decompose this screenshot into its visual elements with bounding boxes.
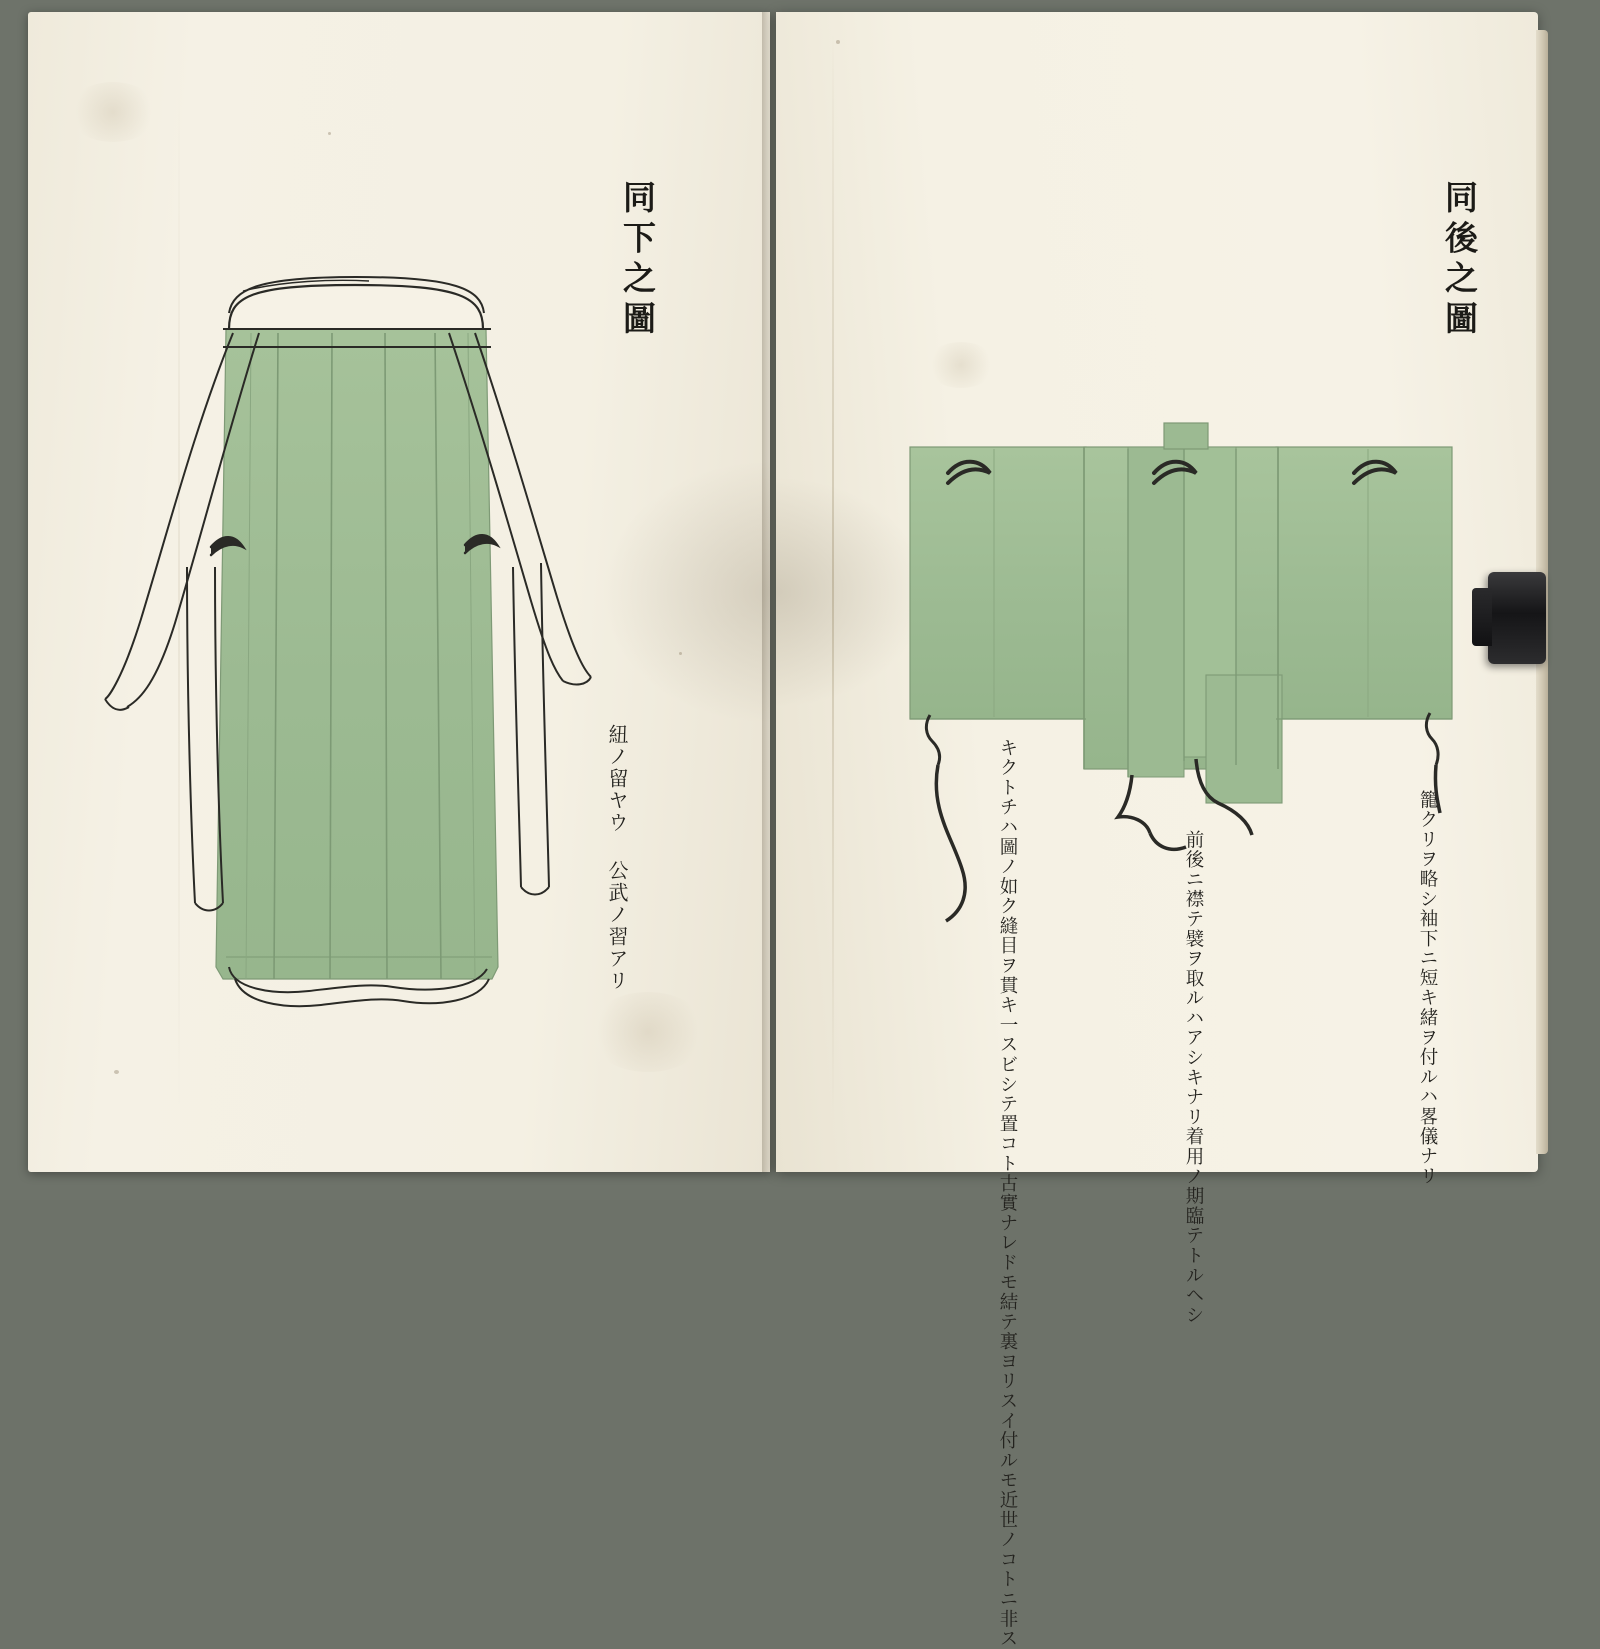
paper-speck <box>679 652 682 655</box>
left-page-title: 同下之圖 <box>618 180 657 342</box>
paper-stain <box>926 342 996 388</box>
left-page <box>28 12 770 1172</box>
paper-stain <box>68 82 158 142</box>
paper-speck <box>836 40 840 44</box>
open-book <box>28 12 1538 1649</box>
right-page <box>776 12 1538 1649</box>
right-page-note-2: 前後ニ襟テ襞ヲ取ルハアシキナリ着用ノ期臨テトルヘシ <box>1183 830 1204 1325</box>
right-page-note-1: 籠クリヲ略シ袖下ニ短キ緒ヲ付ルハ畧儀ナリ <box>1417 790 1438 1186</box>
hakama-illustration <box>83 267 643 1027</box>
right-page-note-3: キクトチハ圖ノ如ク縫目ヲ貫キ一スビシテ置コト古實ナレドモ結テ裏ヨリスイ付ルモ近世ノコトニ非ス <box>997 738 1018 1649</box>
kimono-back-view-svg <box>906 417 1466 937</box>
right-page-title: 同後之圖 <box>1440 180 1479 342</box>
paper-speck <box>328 132 331 135</box>
paper-crease <box>832 32 834 1122</box>
binder-clip <box>1488 572 1546 664</box>
kimono-illustration <box>906 417 1466 937</box>
left-page-caption: 紐ノ留ヤウ 公武ノ習アリ <box>605 724 629 992</box>
paper-speck <box>114 1070 119 1074</box>
hakama-front-lower-garment-svg <box>83 267 643 1027</box>
